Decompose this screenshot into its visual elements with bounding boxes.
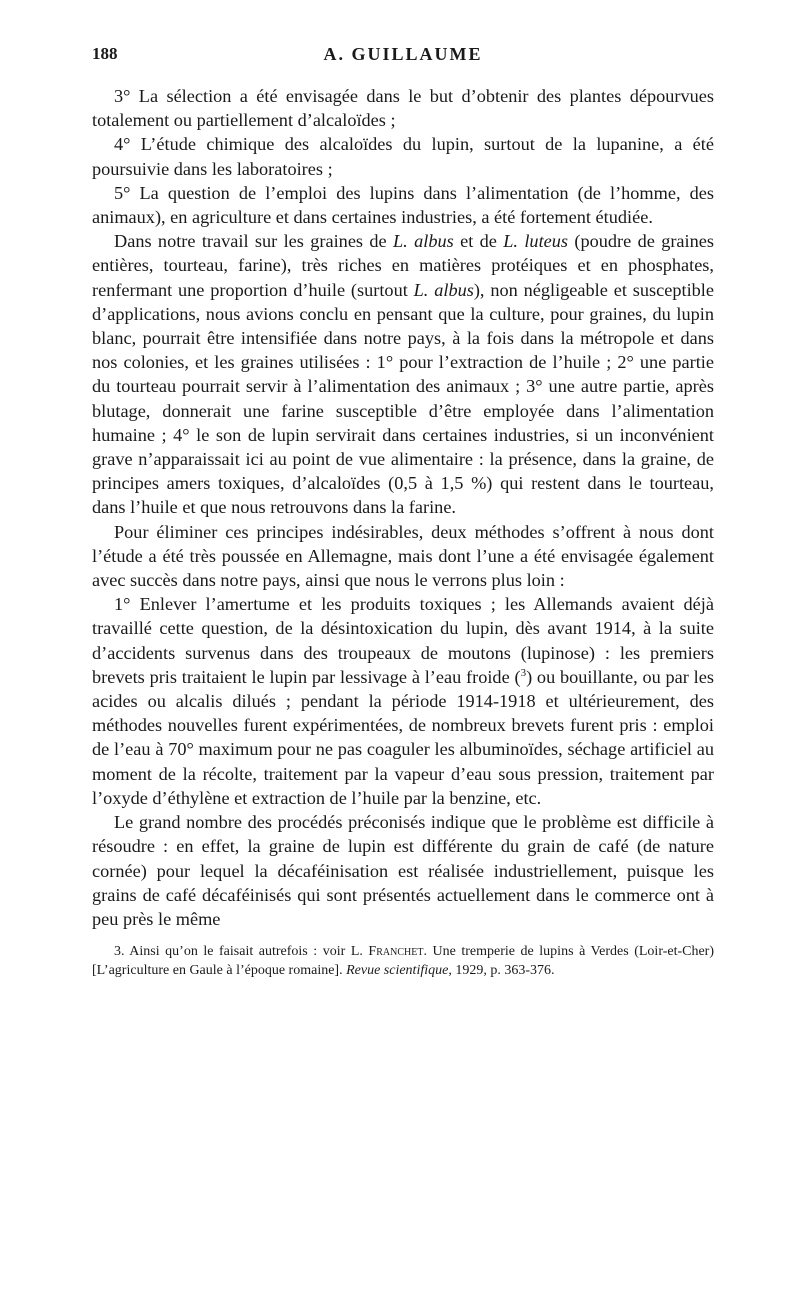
text-run: Dans notre travail sur les graines de [114,231,394,252]
text-run: ) ou bouillante, ou par les acides ou alcalis dilués ; pendant la période 1914-1918 et ultérieurement, des méthodes nouvelles furent expérimentées, de nombreux brevets furent pris : emploi de l’eau à 70° maximum pour ne pas coaguler les albuminoïdes, séchage artificiel au moment de la récolte, traitement par la vapeur d’eau sous pression, traitement par l’oxyde d’éthylène et extraction de l’huile par la benzine, etc. [92,666,714,808]
paragraph-chemical-study: 4° L’étude chimique des alcaloïdes du lupin, surtout de la lupanine, a été poursuivie dans les laboratoires ; [92,134,714,179]
paragraph-uses: 5° La question de l’emploi des lupins dans l’alimentation (de l’homme, des animaux), en agriculture et dans certaines industries, a été fortement étudiée. [92,182,714,228]
author-header: A. GUILLAUME [323,44,483,64]
body-text [92,84,714,931]
footnote-text [92,943,714,980]
page-number: 188 [92,44,118,63]
text-run: (poudre de graines entières, tourteau, farine), très riches en matières protéiques et en phosphates, renfermant une proportion d’huile (surtout [92,231,714,300]
species-name: L. luteus [503,231,569,252]
paragraph-methods: Pour éliminer ces principes indésirables, deux méthodes s’offrent à nous dont l’étude a été très poussée en Allemagne, mais dont l’une a été envisagée également avec succès dans notre pays, ainsi que nous le verrons plus loin : [92,521,714,591]
page [92,44,714,980]
text-run: . Une tremperie de lupins à Verdes (Loir-et-Cher) [L’agriculture en Gaule à l’époque romaine]. [92,944,714,978]
footnote [92,943,714,980]
text-run: et de [453,231,504,252]
running-head [92,44,714,70]
paragraph-procedures: Le grand nombre des procédés préconisés indique que le problème est difficile à résoudre : en effet, la graine de lupin est différente du grain de café (de nature cornée) pour lequel la décaféinisation est réalisée industriellement, puisque les grains de café décaféinisés qui sont présentés actuellement dans le commerce ont à peu près le même [92,812,714,929]
paragraph-selection: 3° La sélection a été envisagée dans le but d’obtenir des plantes dépourvues totalement ou partiellement d’alcaloïdes ; [92,86,714,131]
species-name: L. albus [413,279,474,300]
species-name: L. albus [393,231,454,252]
text-run: , 1929, p. 363-376. [448,962,555,978]
journal-title: Revue scientifique [346,962,449,978]
text-run: 3. Ainsi qu’on le faisait autrefois : voir L. [114,944,369,960]
text-run: 1° Enlever l’amertume et les produits toxiques ; les Allemands avaient déjà travaillé cette question, de la désintoxication du lupin, dès avant 1914, à la suite d’accidents survenus dans des troupeaux de moutons (lupinose) : les premiers brevets pris traitaient le lupin par lessivage à l’eau froide ( [92,594,714,687]
text-run: ), non négligeable et susceptible d’applications, nous avions conclu en pensant que la culture, pour graines, du lupin blanc, pourrait être intensifiée dans notre pays, à la fois dans la métropole et dans nos colonies, et les graines utilisées : 1° pour l’extraction de l’huile ; 2° une partie du tourteau pourrait servir à l’alimentation des animaux ; 3° une autre partie, après blutage, donnerait une farine susceptible d’être employée dans l’alimentation humaine ; 4° le son de lupin servirait dans certaines industries, si un inconvénient grave n’apparaissait ici au point de vue alimentaire : la présence, dans la graine, de principes amers toxiques, d’alcaloïdes (0,5 à 1,5 %) qui restent dans le tourteau, dans l’huile et que nous retrouvons dans la farine. [92,279,714,518]
paragraph-our-work [92,229,714,519]
footnote-reference[interactable]: 3 [520,666,527,679]
paragraph-bitterness [92,592,714,810]
author-name: Franchet [368,944,424,960]
